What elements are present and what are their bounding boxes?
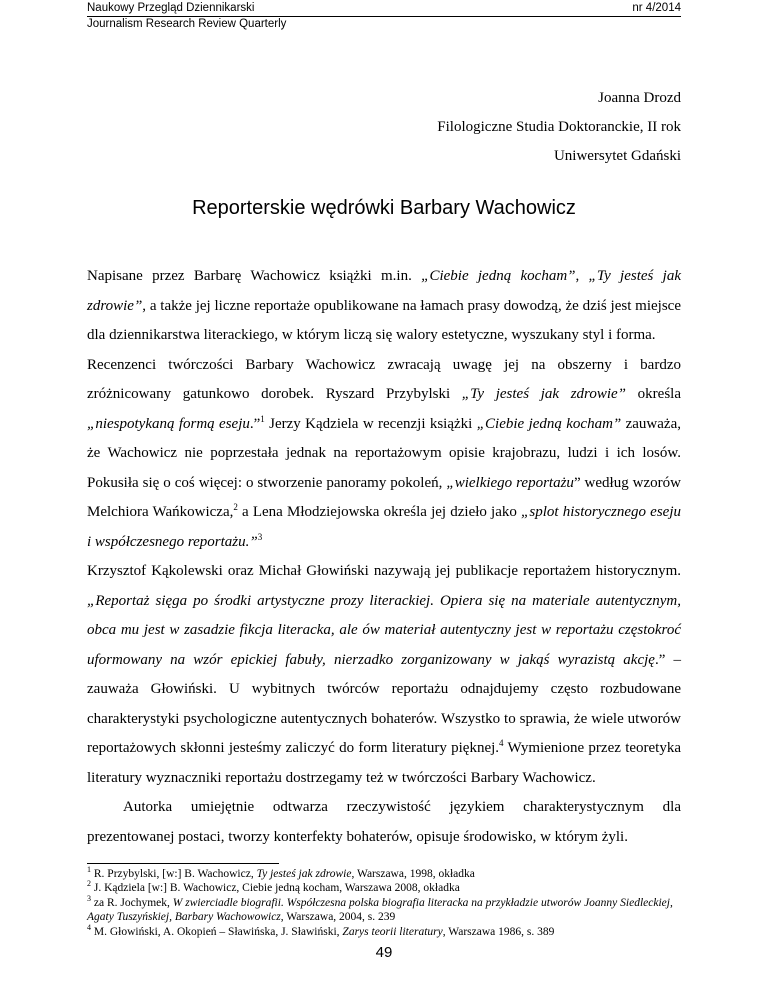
footnote-separator [87,863,279,864]
footnote-ref-2[interactable]: 2 [233,502,238,512]
footnote-ref-1[interactable]: 1 [260,413,265,424]
article-title: Reporterskie wędrówki Barbary Wachowicz [192,197,576,219]
journal-title-en: Journalism Research Review Quarterly [87,18,287,30]
running-header [87,0,681,30]
paragraph-3: Krzysztof Kąkolewski oraz Michał Głowiński nazywają jej publikacje reportażem historycznym. „Reportaż sięga po środki artystyczne prozy literackiej. Opiera się na materiale autentycznym, obca mu jest w zasadzie fikcja literacka, ale ów materiał autentyczny jest w reportażu częstokroć uformowany na wzór epickiej fabuły, nierzadko zorganizowany w jakąś wyrazistą akcję.” – zauważa Głowiński. U wybitnych twórców reportażu odnajdujemy często rozbudowane charakterystyki psychologiczne autentycznych bohaterów. Wszystko to sprawia, że wiele utworów reportażowych skłonni jesteśmy zaliczyć do form literatury pięknej.$^4$ Wymienione przez teoretyka literatury wyznaczniki reportażu dostrzegamy też w twórczości Barbary Wachowicz. [87,563,681,786]
paragraph-4: Autorka umiejętnie odtwarza rzeczywistość językiem charakterystycznym dla prezentowanej postaci, tworzy konterfekty bohaterów, opisuje środowisko, w którym żyli. [87,799,681,845]
footnote-3: $^3$ za R. Jochymek, W zwierciadle biografii. Współczesna polska biografia literacka na przykładzie utworów Joanny Siedleckiej, Agaty Tuszyńskiej, Barbary Wachowowicz, Warszawa, 2004, s. 239 [87,893,673,924]
footnote-1: $^1$ R. Przybylski, [w:] B. Wachowicz, Ty jesteś jak zdrowie, Warszawa, 1998, okładka [87,865,475,880]
footnote-4: $^4$ M. Głowiński, A. Okopień – Sławińska, J. Sławiński, Zarys teorii literatury, Warszawa 1986, s. 389 [87,922,555,938]
page-number: 49 [375,944,393,961]
footnotes [87,867,687,939]
author-university: Uniwersytet Gdański [553,148,681,164]
issue-number: nr 4/2014 [632,2,681,14]
footnote-2: $^2$ J. Kądziela [w:] B. Wachowicz, Ciebie jedną kocham, Warszawa 2008, okładka [87,879,460,895]
article-body [87,262,681,852]
author-name: Joanna Drozd [598,90,681,106]
author-block [437,84,681,171]
author-program: Filologiczne Studia Doktoranckie, II rok [437,119,681,135]
paragraph-2: Recenzenci twórczości Barbary Wachowicz zwracają uwagę jej na obszerny i bardzo zróżnicowany gatunkowo dorobek. Ryszard Przybylski „Ty jesteś jak zdrowie” określa „niespotykaną formą eseju.”$^1$ Jerzy Kądziela w recenzji książki „Ciebie jedną kocham” zauważa, że Wachowicz nie poprzestała jednak na reportażowym opisie krajobrazu, ludzi i ich losów. Pokusiła się o coś więcej: o stworzenie panoramy pokoleń, „wielkiego reportażu” według wzorów Melchiora Wańkowicza,$^2$ a Lena Młodziejowska określa jej dzieło jako „splot historycznego eseju i współczesnego reportażu.”$^3$ [87,356,682,550]
footnote-ref-3[interactable]: 3 [257,531,263,542]
paragraph-1: Napisane przez Barbarę Wachowicz książki m.in. „Ciebie jedną kocham”, „Ty jesteś jak zdrowie”, a także jej liczne reportaże opublikowane na łamach prasy dowodzą, że dziś jest miejsce dla dziennikarstwa literackiego, w którym liczą się walory estetyczne, wyszukany styl i forma. [87,268,681,343]
footnote-ref-4[interactable]: 4 [499,738,504,748]
journal-title-pl: Naukowy Przegląd Dziennikarski [87,2,255,14]
